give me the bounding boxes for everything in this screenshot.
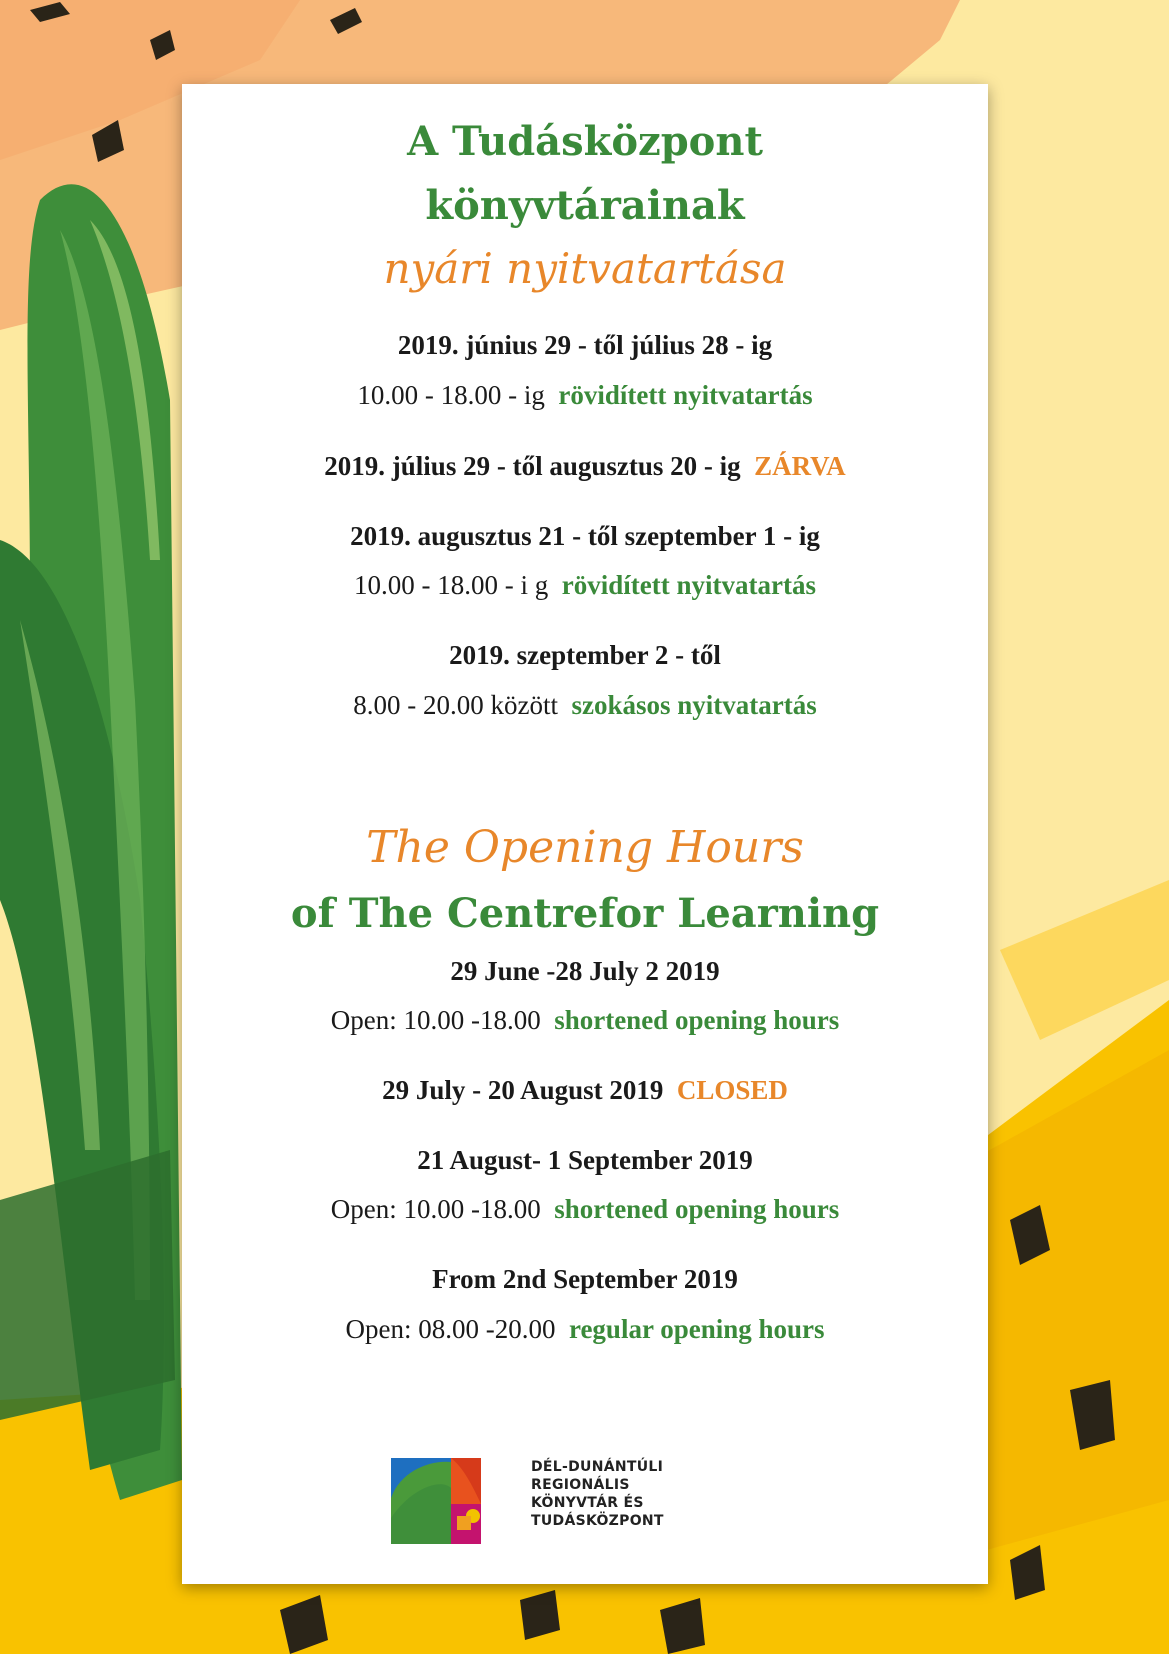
en-period4-hours: [182, 1314, 988, 1345]
en-period3-status: shortened opening hours: [554, 1194, 840, 1224]
schedule-card: [182, 84, 988, 1584]
hu-period2: [182, 451, 988, 482]
en-title-script: The Opening Hours: [366, 822, 804, 873]
hu-period4-status: szokásos nyitvatartás: [571, 690, 817, 720]
hu-period1-date: 2019. június 29 - től július 28 - ig: [397, 330, 773, 360]
library-logo: [431, 1458, 731, 1544]
hu-period3-status: rövidített nyitvatartás: [561, 570, 816, 600]
hu-title-line1: A Tudásközpont: [407, 118, 763, 165]
en-period2: [182, 1075, 988, 1106]
en-title-line: of The Centrefor Learning: [290, 890, 880, 937]
hu-period1-hours: [182, 380, 988, 411]
hu-period3-hours-text: 10.00 - 18.00 - i g: [354, 570, 549, 600]
en-period3-hours-text: Open: 10.00 -18.00: [330, 1194, 541, 1224]
logo-line4: TUDÁSKÖZPONT: [531, 1513, 664, 1529]
en-period1-date: 29 June -28 July 2 2019: [450, 956, 720, 986]
en-period3-hours: [182, 1194, 988, 1225]
en-period2-status: CLOSED: [676, 1075, 788, 1105]
hu-period3-date: 2019. augusztus 21 - től szeptember 1 - ig: [350, 521, 820, 551]
hu-title-script: nyári nyitvatartása: [383, 244, 787, 293]
en-period4-date: From 2nd September 2019: [432, 1264, 738, 1294]
en-period2-date: 29 July - 20 August 2019: [382, 1075, 664, 1105]
hu-period4-hours: [182, 690, 988, 721]
en-period4-hours-text: Open: 08.00 -20.00: [345, 1314, 556, 1344]
hu-period4-date: 2019. szeptember 2 - től: [449, 640, 721, 670]
hu-period2-date: 2019. július 29 - től augusztus 20 - ig: [324, 451, 741, 481]
logo-line2: REGIONÁLIS: [531, 1477, 630, 1493]
en-period4-status: regular opening hours: [568, 1314, 825, 1344]
logo-line1: DÉL-DUNÁNTÚLI: [531, 1459, 664, 1475]
hu-period4-hours-text: 8.00 - 20.00 között: [353, 690, 558, 720]
hu-period1-status: rövidített nyitvatartás: [558, 380, 813, 410]
en-period3-date: 21 August- 1 September 2019: [417, 1145, 753, 1175]
en-period1-hours: [182, 1005, 988, 1036]
en-period1-hours-text: Open: 10.00 -18.00: [330, 1005, 541, 1035]
hu-period1-hours-text: 10.00 - 18.00 - ig: [357, 380, 545, 410]
hu-period3-hours: [182, 570, 988, 601]
library-logo-text: [531, 1458, 731, 1530]
hu-title-line2: könyvtárainak: [425, 182, 745, 229]
en-period1-status: shortened opening hours: [554, 1005, 840, 1035]
hu-period2-status: ZÁRVA: [754, 451, 846, 481]
library-logo-mark-icon: [391, 1458, 481, 1544]
logo-line3: KÖNYVTÁR ÉS: [531, 1495, 644, 1511]
